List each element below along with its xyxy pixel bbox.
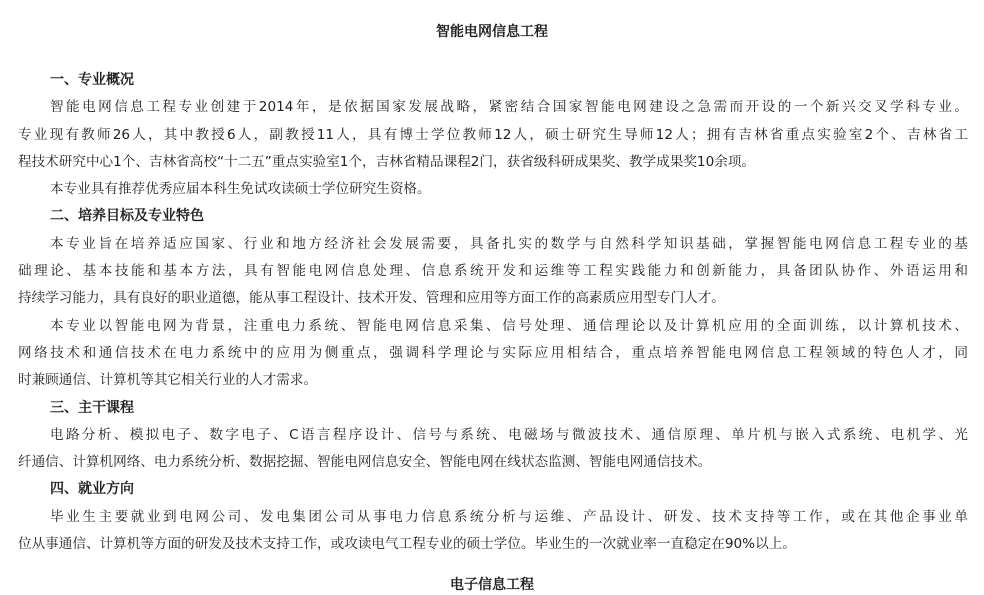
paragraph-line: 础理论、基本技能和基本方法，具有智能电网信息处理、信息系统开发和运维等工程实践能力和创新能力，具备团队协作、外语运用和	[18, 263, 968, 280]
paragraph-line: 毕业生主要就业到电网公司、发电集团公司从事电力信息系统分析与运维、产品设计、研发、技术支持等工作，或在其他企事业单	[50, 508, 968, 525]
paragraph-line: 纤通信、计算机网络、电力系统分析、数据挖掘、智能电网信息安全、智能电网在线状态监测、智能电网通信技术。	[18, 454, 712, 471]
section-heading: 二、培养目标及专业特色	[50, 208, 204, 225]
paragraph-line: 网络技术和通信技术在电力系统中的应用为侧重点，强调科学理论与实际应用相结合，重点培养智能电网信息工程领域的特色人才，同	[18, 344, 968, 361]
paragraph-line: 电路分析、模拟电子、数字电子、C语言程序设计、信号与系统、电磁场与微波技术、通信原理、单片机与嵌入式系统、电机学、光	[50, 426, 968, 443]
document-body	[18, 67, 968, 558]
paragraph-line: 程技术研究中心1个、吉林省高校“十二五”重点实验室1个，吉林省精品课程2门，获省级科研成果奖、教学成果奖10余项。	[18, 153, 756, 170]
paragraph-line: 本专业旨在培养适应国家、行业和地方经济社会发展需要，具备扎实的数学与自然科学知识基础，掌握智能电网信息工程专业的基	[50, 235, 968, 252]
paragraph-line: 位从事通信、计算机等方面的研发及技术支持工作，或攻读电气工程专业的硕士学位。毕业生的一次就业率一直稳定在90%以上。	[18, 536, 796, 553]
paragraph-line: 本专业具有推荐优秀应届本科生免试攻读硕士学位研究生资格。	[50, 181, 431, 198]
page-title: 智能电网信息工程	[436, 24, 548, 40]
paragraph-line: 时兼顾通信、计算机等其它相关行业的人才需求。	[18, 372, 318, 389]
next-section-title: 电子信息工程	[450, 577, 534, 593]
paragraph-line: 持续学习能力，具有良好的职业道德，能从事工程设计、技术开发、管理和应用等方面工作的高素质应用型专门人才。	[18, 290, 725, 307]
paragraph-line: 智能电网信息工程专业创建于2014年，是依据国家发展战略，紧密结合国家智能电网建设之急需而开设的一个新兴交叉学科专业。	[50, 99, 968, 116]
paragraph-line: 本专业以智能电网为背景，注重电力系统、智能电网信息采集、信号处理、通信理论以及计算机应用的全面训练，以计算机技术、	[50, 317, 968, 334]
paragraph-line: 专业现有教师26人，其中教授6人，副教授11人，具有博士学位教师12人，硕士研究生导师12人；拥有吉林省重点实验室2个、吉林省工	[18, 126, 968, 143]
section-heading: 一、专业概况	[50, 72, 134, 88]
section-heading: 四、就业方向	[50, 481, 134, 498]
section-heading: 三、主干课程	[50, 399, 134, 416]
